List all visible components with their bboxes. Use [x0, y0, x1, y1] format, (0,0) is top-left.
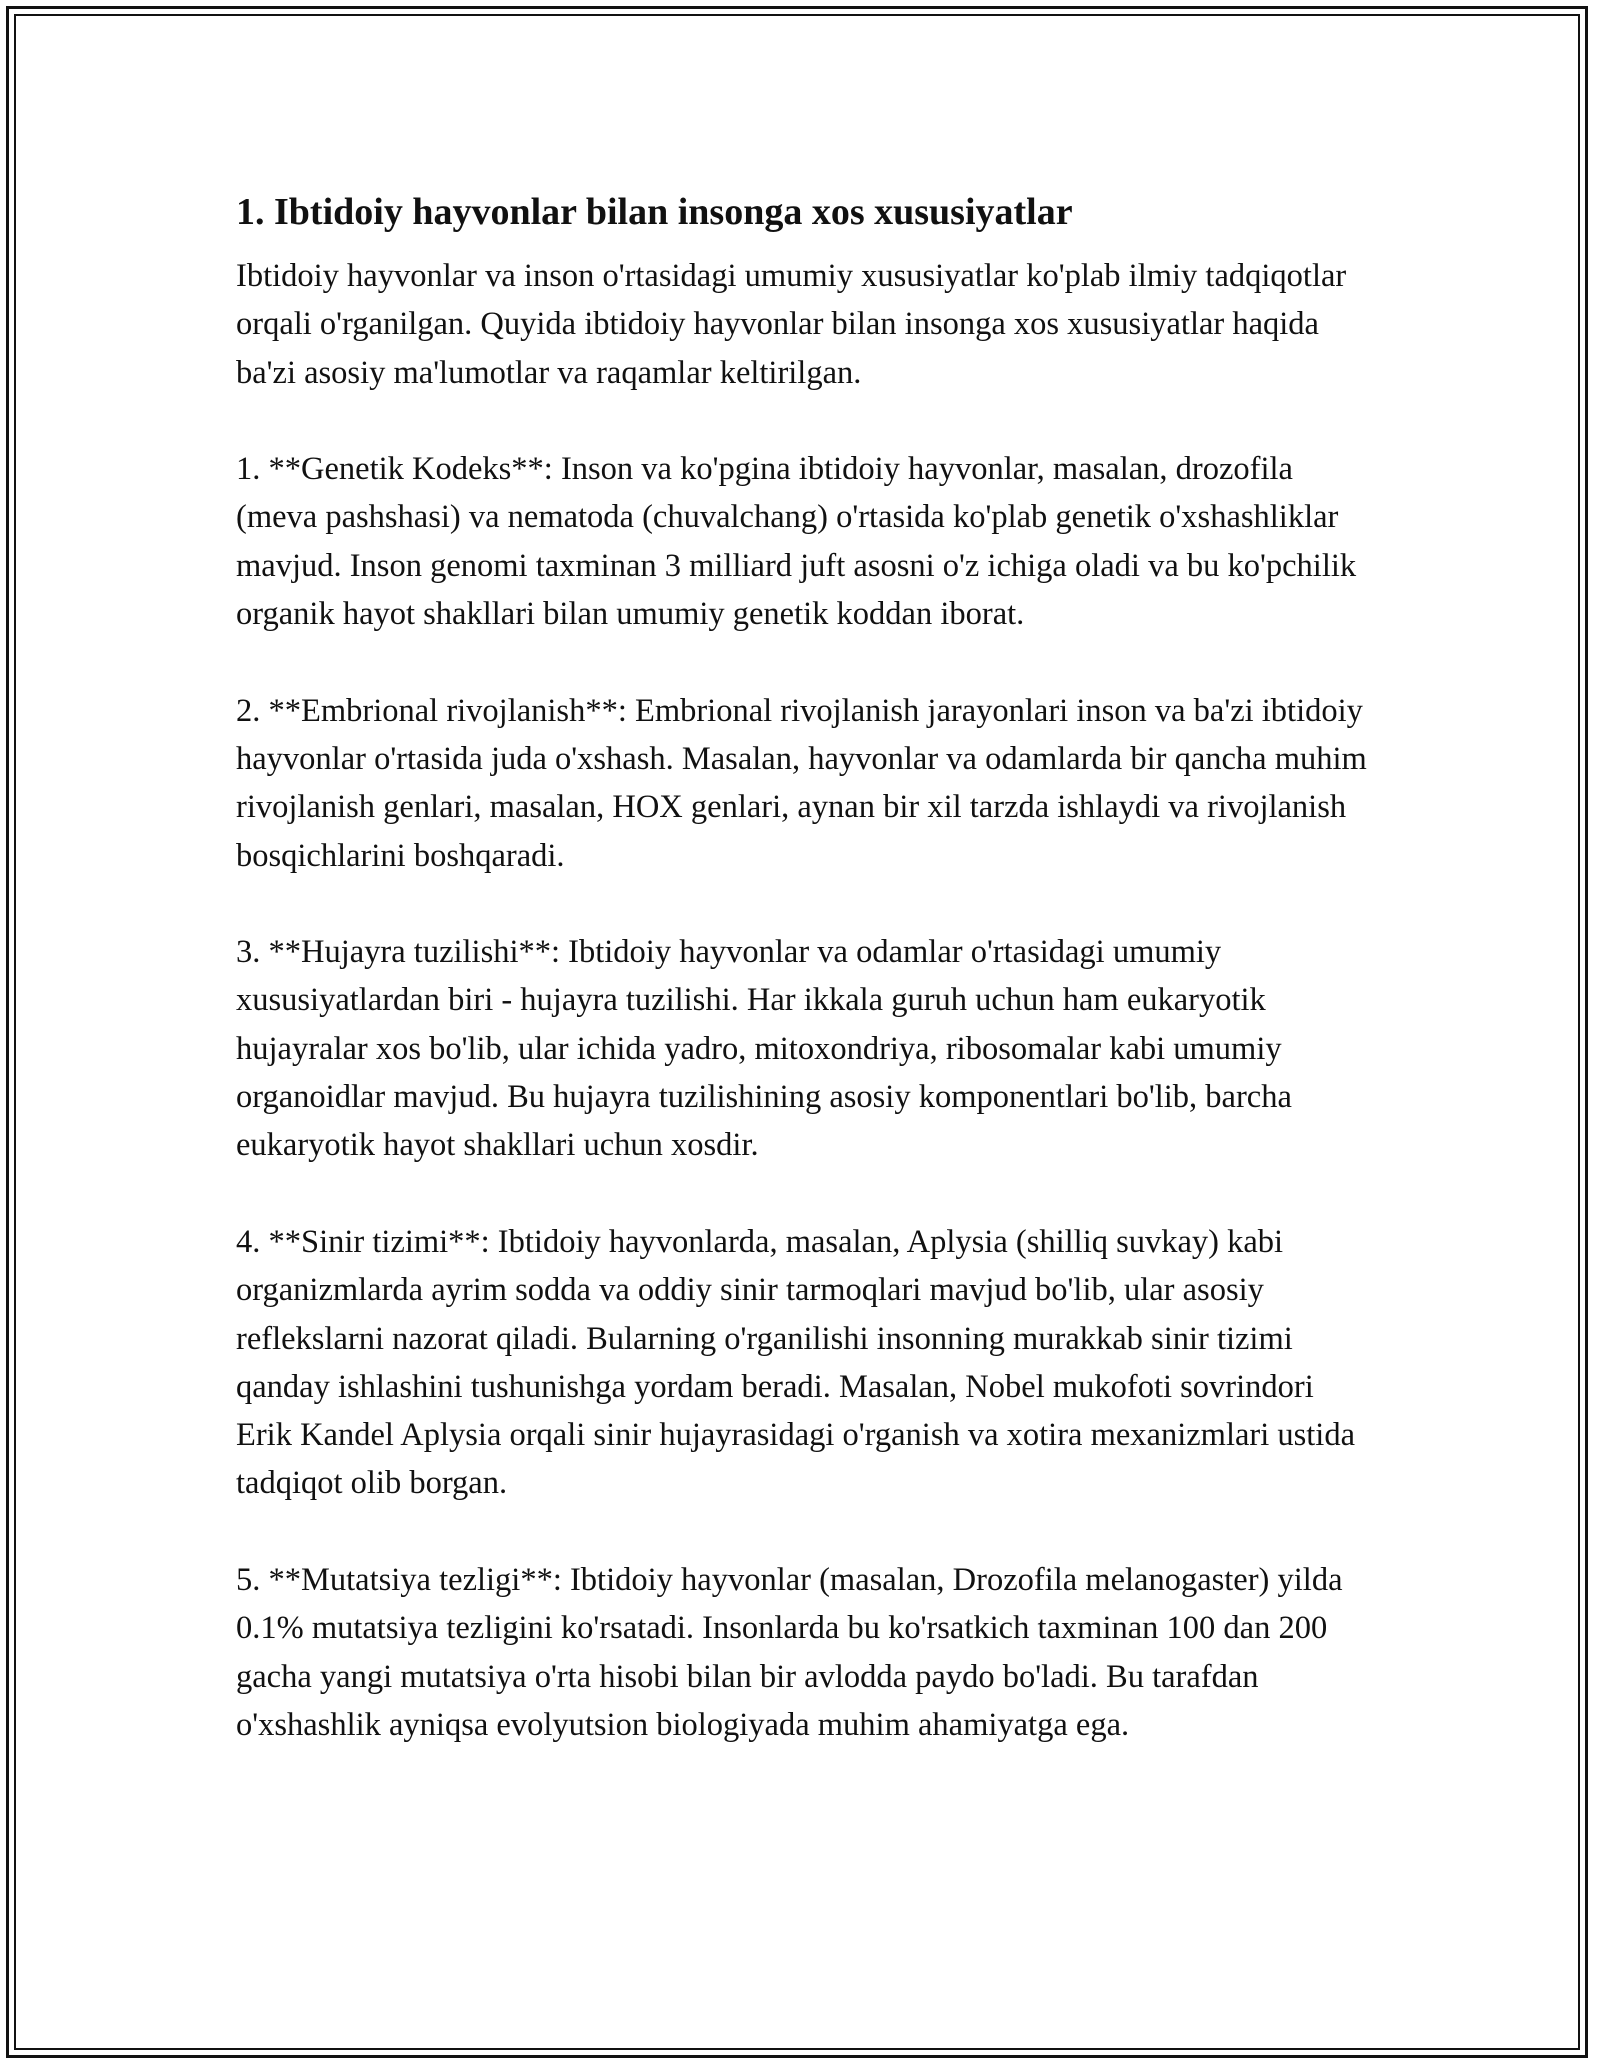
paragraph-genetik-kodeks: 1. **Genetik Kodeks**: Inson va ko'pgina ibtidoiy hayvonlar, masalan, drozofila (meva pashshasi) va nematoda (chuvalchang) o'rtasida ko'plab genetik o'xshashliklar mavjud. Inson genomi taxminan 3 milliard juft asosni o'z ichiga oladi va bu ko'pchilik organik hayot shakllari bilan umumiy genetik koddan iborat.: [236, 451, 1357, 633]
intro-paragraph: Ibtidoiy hayvonlar va inson o'rtasidagi umumiy xususiyatlar ko'plab ilmiy tadqiqotlar orqali o'rganilgan. Quyida ibtidoiy hayvonlar bilan insonga xos xususiyatlar haqida ba'zi asosiy ma'lumotlar va raqamlar keltirilgan.: [236, 258, 1347, 391]
paragraph-mutatsiya-tezligi: 5. **Mutatsiya tezligi**: Ibtidoiy hayvonlar (masalan, Drozofila melanogaster) yilda 0.1% mutatsiya tezligini ko'rsatadi. Insonlarda bu ko'rsatkich taxminan 100 dan 200 gacha yangi mutatsiya o'rta hisobi bilan bir avlodda paydo bo'ladi. Bu tarafdan o'xshashlik ayniqsa evolyutsion biologiyada muhim ahamiyatga ega.: [236, 1562, 1343, 1743]
paragraph-hujayra-tuzilishi: 3. **Hujayra tuzilishi**: Ibtidoiy hayvonlar va odamlar o'rtasidagi umumiy xususiyatlardan biri - hujayra tuzilishi. Har ikkala guruh uchun ham eukaryotik hujayralar xos bo'lib, ular ichida yadro, mitoxondriya, ribosomalar kabi umumiy organoidlar mavjud. Bu hujayra tuzilishining asosiy komponentlari bo'lib, barcha eukaryotik hayot shakllari uchun xosdir.: [236, 934, 1292, 1164]
paragraph-sinir-tizimi: 4. **Sinir tizimi**: Ibtidoiy hayvonlarda, masalan, Aplysia (shilliq suvkay) kabi organizmlarda ayrim sodda va oddiy sinir tarmoqlari mavjud bo'lib, ular asosiy reflekslarni nazorat qiladi. Bularning o'rganilishi insonning murakkab sinir tizimi qanday ishlashini tushunishga yordam beradi. Masalan, Nobel mukofoti sovrindori Erik Kandel Aplysia orqali sinir hujayrasidagi o'rganish va xotira mexanizmlari ustida tadqiqot olib borgan.: [236, 1223, 1356, 1502]
document-title: 1. Ibtidoiy hayvonlar bilan insonga xos xususiyatlar: [236, 191, 1073, 233]
document-body: [236, 186, 1376, 1798]
paragraph-embrional-rivojlanish: 2. **Embrional rivojlanish**: Embrional rivojlanish jarayonlari inson va ba'zi ibtidoiy hayvonlar o'rtasida juda o'xshash. Masalan, hayvonlar va odamlarda bir qancha muhim rivojlanish genlari, masalan, HOX genlari, aynan bir xil tarzda ishlaydi va rivojlanish bosqichlarini boshqaradi.: [236, 692, 1367, 874]
